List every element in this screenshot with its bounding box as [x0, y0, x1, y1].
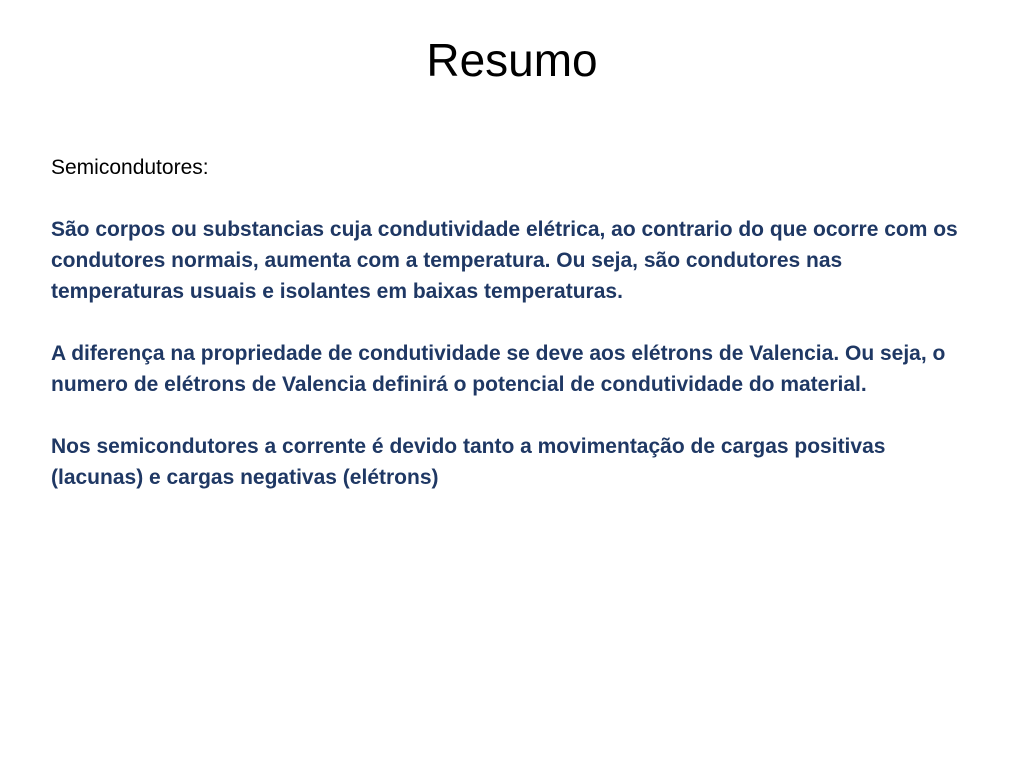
- slide-title: Resumo: [426, 34, 598, 86]
- paragraph-definition: São corpos ou substancias cuja condutividade elétrica, ao contrario do que ocorre com os condutores normais, aumenta com a temperatura. Ou seja, são condutores nas temperaturas usuais e isolantes em baixas temperaturas.: [51, 218, 958, 303]
- paragraph-current: Nos semicondutores a corrente é devido tanto a movimentação de cargas positivas (lacunas) e cargas negativas (elétrons): [51, 435, 886, 489]
- paragraph-valence: A diferença na propriedade de condutividade se deve aos elétrons de Valencia. Ou seja, o numero de elétrons de Valencia definirá o potencial de condutividade do material.: [51, 342, 946, 396]
- intro-text: Semicondutores:: [51, 156, 209, 179]
- slide-body: [51, 152, 981, 524]
